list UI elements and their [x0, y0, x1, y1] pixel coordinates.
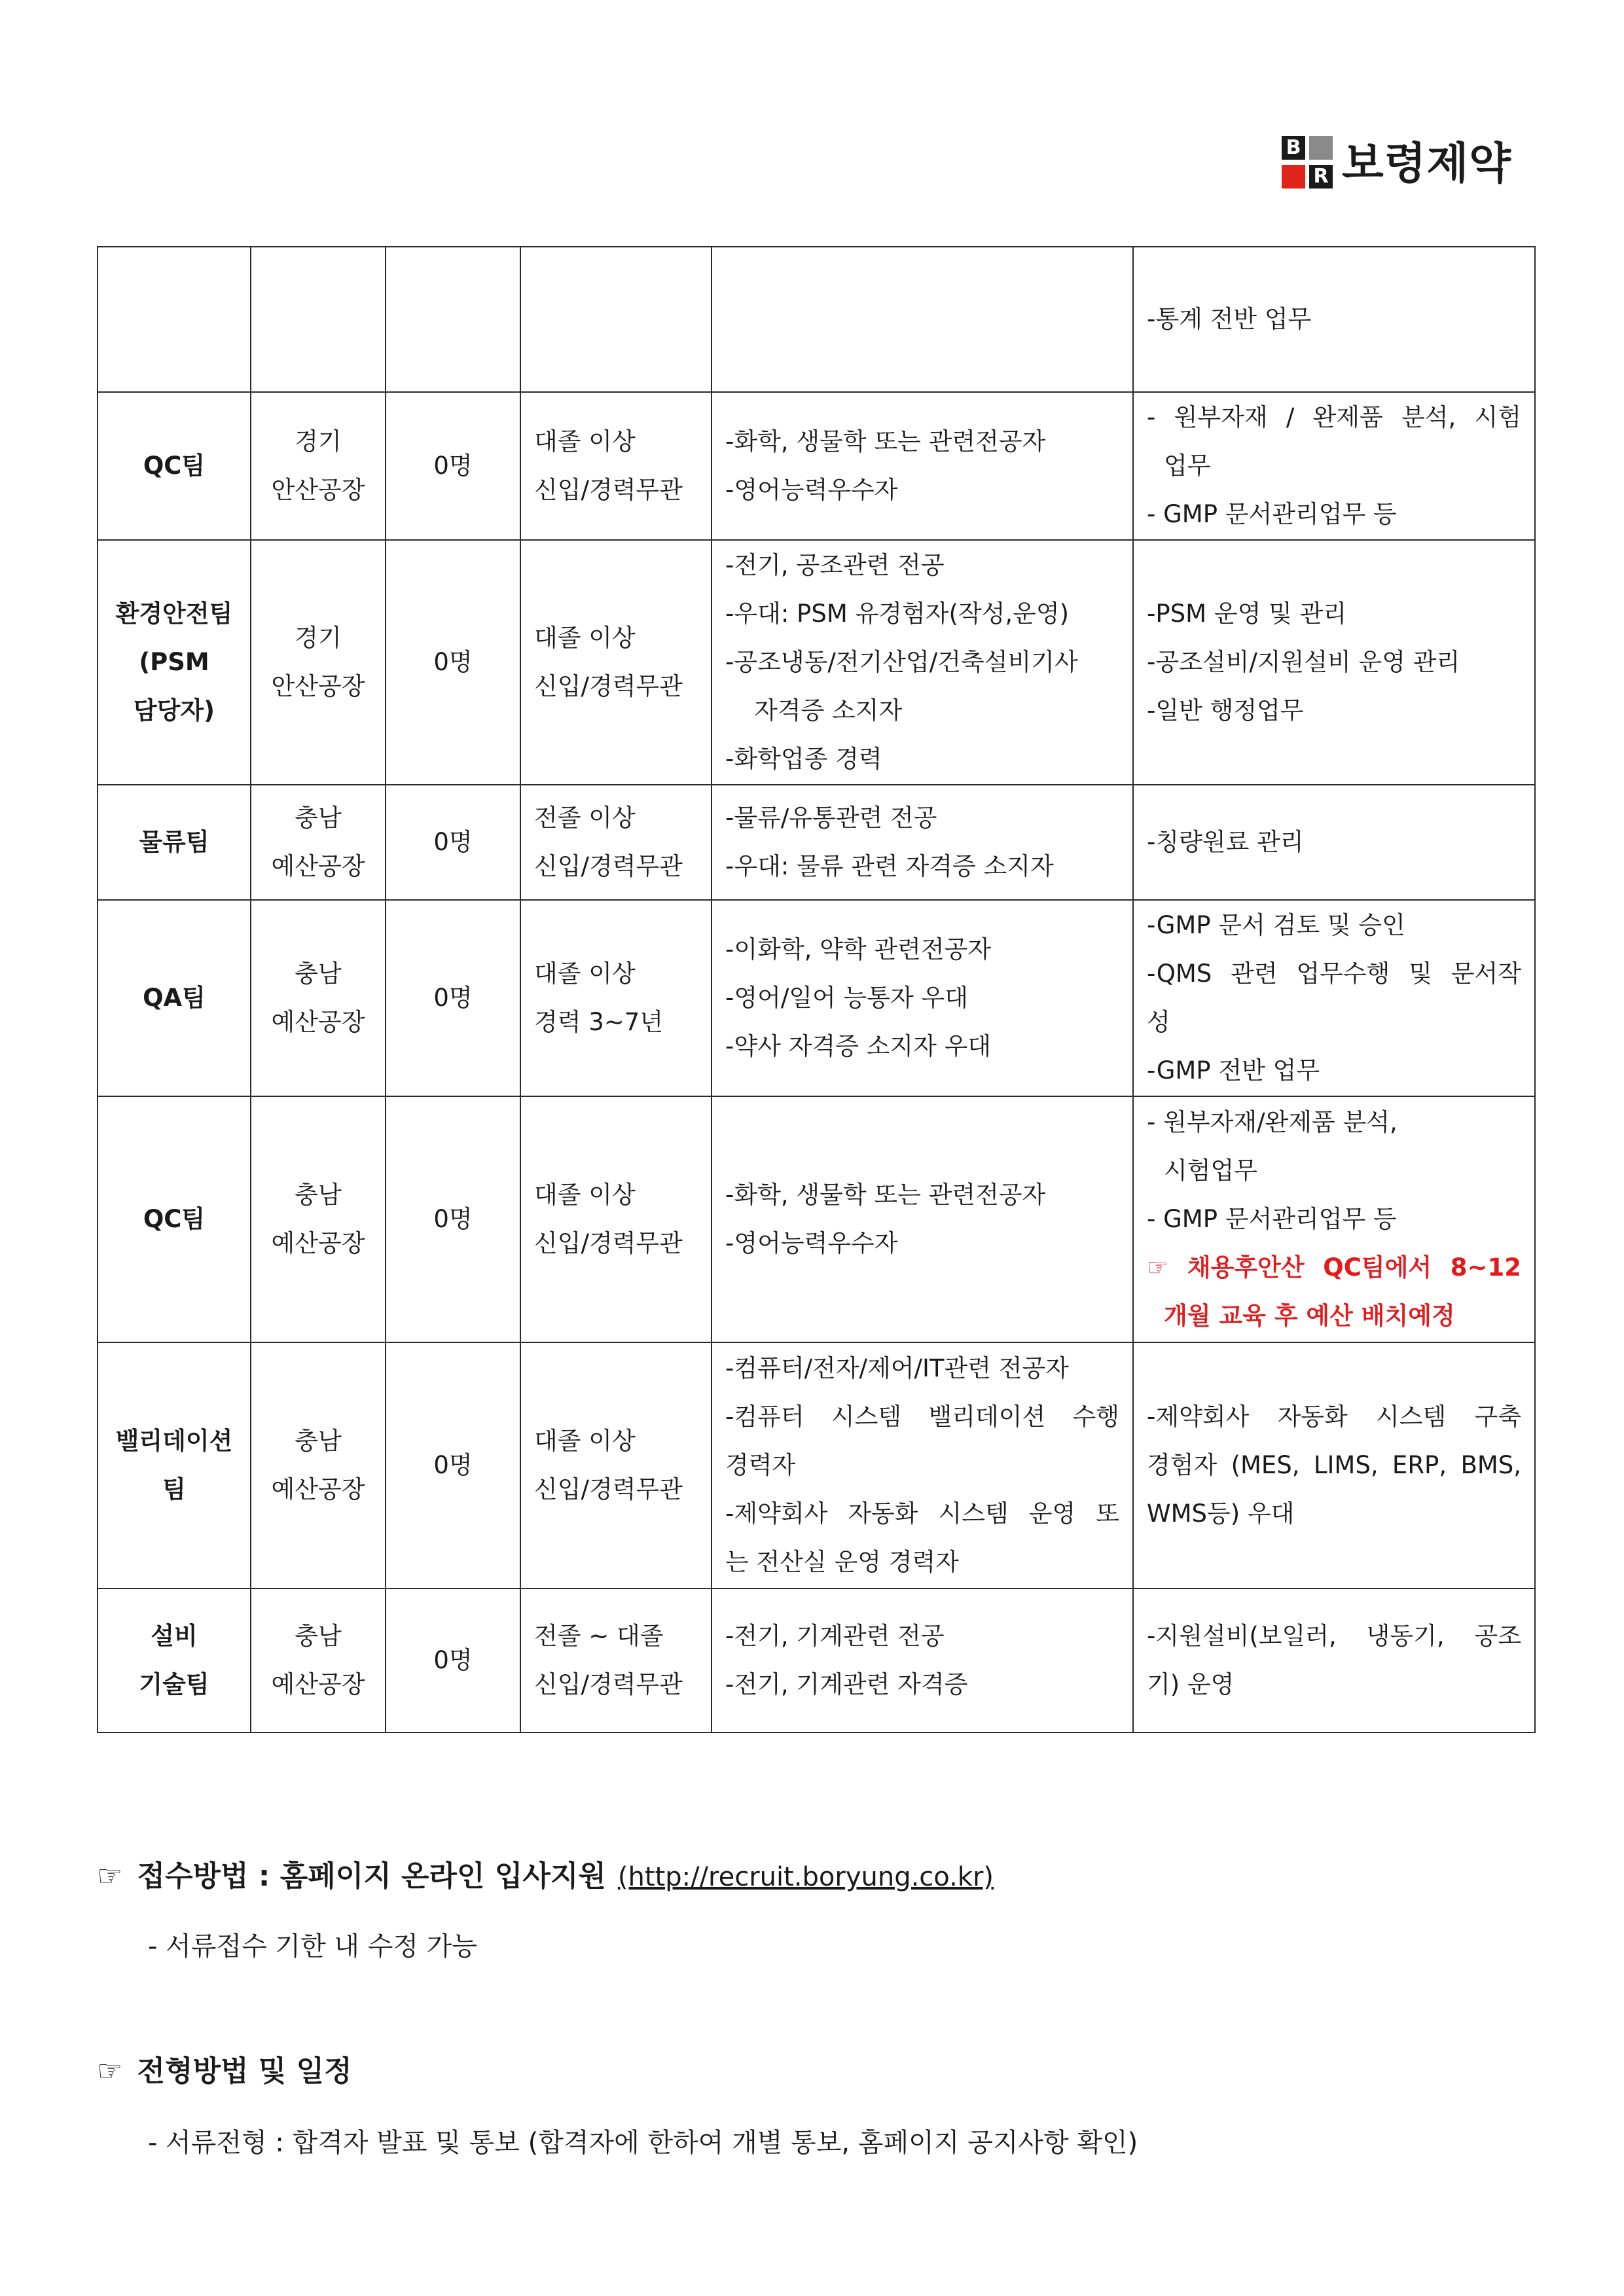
location-line: 충남 [295, 1622, 342, 1650]
duty-line: -공조설비/지원설비 운영 관리 [1147, 648, 1460, 676]
duty-line: -통계 전반 업무 [1147, 305, 1312, 333]
table-row [98, 1588, 1535, 1732]
education-line: 대졸 이상 [534, 624, 636, 652]
headcount-cell [386, 540, 520, 785]
team-name: 담당자) [133, 696, 215, 725]
team-cell [98, 1096, 251, 1342]
requirement-cell [712, 540, 1133, 785]
education-line: 신입/경력무관 [534, 1475, 683, 1503]
requirement-line: -우대: 물류 관련 자격증 소지자 [725, 852, 1054, 880]
duty-line: - 원부자재 / 완제품 분석, 시험 [1147, 403, 1521, 431]
team-name: QC팀 [143, 1205, 206, 1233]
recruit-site-link[interactable]: (http://recruit.boryung.co.kr) [617, 1862, 994, 1892]
requirement-line: -화학, 생물학 또는 관련전공자 [725, 427, 1046, 456]
headcount: 0명 [433, 828, 473, 856]
team-name: 기술팀 [139, 1670, 209, 1698]
education-line: 전졸 이상 [534, 804, 636, 832]
location-cell [251, 900, 386, 1096]
education-cell [520, 785, 712, 900]
headcount-cell [386, 1342, 520, 1588]
duty-line: 경험자 (MES, LIMS, ERP, BMS, [1147, 1451, 1521, 1479]
duty-cell [1133, 540, 1535, 785]
team-cell [98, 392, 251, 540]
team-name: 팀 [162, 1475, 186, 1503]
headcount-cell [386, 785, 520, 900]
requirement-line: 자격증 소지자 [754, 696, 903, 725]
location-line: 안산공장 [271, 476, 365, 504]
selection-process-heading [97, 2047, 352, 2089]
location-line: 예산공장 [271, 852, 365, 880]
requirement-line: -화학, 생물학 또는 관련전공자 [725, 1181, 1046, 1209]
duty-line: 성 [1147, 1008, 1170, 1036]
pointing-hand-icon: ☞ [97, 1859, 123, 1893]
pointing-hand-icon: ☞ [97, 2054, 123, 2088]
education-line: 대졸 이상 [534, 1427, 636, 1455]
location-line: 예산공장 [271, 1475, 365, 1503]
education-line: 신입/경력무관 [534, 852, 683, 880]
location-line: 예산공장 [271, 1008, 365, 1036]
team-name: 환경안전팀 [115, 600, 233, 628]
duty-line: -PSM 운영 및 관리 [1147, 600, 1347, 628]
logo-mark-icon [1282, 136, 1334, 191]
table-row [98, 392, 1535, 540]
team-cell [98, 1342, 251, 1588]
requirement-line: -컴퓨터/전자/제어/IT관련 전공자 [725, 1354, 1069, 1382]
headcount: 0명 [433, 648, 473, 676]
apply-method-heading [97, 1852, 994, 1894]
requirement-line: -영어능력우수자 [725, 476, 898, 504]
team-cell [98, 785, 251, 900]
team-cell [98, 1588, 251, 1732]
duty-line: 업무 [1164, 452, 1211, 480]
table-row [98, 1342, 1535, 1588]
duty-line: -일반 행정업무 [1147, 696, 1304, 725]
location-line: 충남 [295, 1181, 342, 1209]
headcount-cell [386, 247, 520, 392]
location-cell [251, 1096, 386, 1342]
requirement-line: -화학업종 경력 [725, 745, 882, 773]
location-line: 경기 [295, 624, 342, 652]
requirement-line: -물류/유통관련 전공 [725, 804, 937, 832]
education-cell [520, 392, 712, 540]
table-row [98, 247, 1535, 392]
location-line: 충남 [295, 960, 342, 988]
location-line: 경기 [295, 427, 342, 456]
education-line: 대졸 이상 [534, 1181, 636, 1209]
location-line: 예산공장 [271, 1670, 365, 1698]
selection-process-title: 전형방법 및 일정 [137, 2054, 352, 2088]
duty-line: -GMP 문서 검토 및 승인 [1147, 911, 1405, 939]
education-cell [520, 247, 712, 392]
recruitment-table [97, 246, 1536, 1733]
location-line: 안산공장 [271, 672, 365, 700]
duty-line: -GMP 전반 업무 [1147, 1056, 1320, 1085]
requirement-cell [712, 392, 1133, 540]
headcount-cell [386, 1096, 520, 1342]
table-row [98, 900, 1535, 1096]
headcount-cell [386, 392, 520, 540]
duty-cell [1133, 392, 1535, 540]
placement-note: ☞ 채용후안산 QC팀에서 8~12 [1147, 1253, 1521, 1282]
location-line: 예산공장 [271, 1229, 365, 1257]
requirement-cell [712, 1588, 1133, 1732]
duty-cell [1133, 785, 1535, 900]
duty-cell [1133, 1342, 1535, 1588]
requirement-line: -전기, 공조관련 전공 [725, 551, 945, 579]
education-line: 경력 3~7년 [534, 1008, 664, 1036]
team-name: 밸리데이션 [115, 1427, 233, 1455]
placement-note: 개월 교육 후 예산 배치예정 [1164, 1302, 1455, 1330]
location-cell [251, 247, 386, 392]
apply-method-title: 접수방법 : 홈페이지 온라인 입사지원 [137, 1859, 606, 1893]
requirement-line: -제약회사 자동화 시스템 운영 또 [725, 1499, 1119, 1528]
logo-mark-letter-b: B [1286, 136, 1301, 159]
requirement-cell [712, 1096, 1133, 1342]
requirement-line: 경력자 [725, 1451, 796, 1479]
logo-text: 보령제약 [1342, 138, 1512, 188]
headcount: 0명 [433, 1451, 473, 1479]
duty-line: - GMP 문서관리업무 등 [1147, 1205, 1397, 1233]
duty-cell [1133, 900, 1535, 1096]
location-cell [251, 1588, 386, 1732]
requirement-line: -전기, 기계관련 전공 [725, 1622, 945, 1650]
headcount: 0명 [433, 1205, 473, 1233]
education-line: 전졸 ~ 대졸 [534, 1622, 664, 1650]
duty-line: -QMS 관련 업무수행 및 문서작 [1147, 960, 1521, 988]
education-line: 대졸 이상 [534, 960, 636, 988]
requirement-line: -이화학, 약학 관련전공자 [725, 935, 992, 963]
headcount-cell [386, 1588, 520, 1732]
requirement-line: -컴퓨터 시스템 밸리데이션 수행 [725, 1403, 1119, 1431]
team-name: 물류팀 [139, 828, 209, 856]
education-cell [520, 1342, 712, 1588]
location-cell [251, 540, 386, 785]
location-line: 충남 [295, 804, 342, 832]
headcount-cell [386, 900, 520, 1096]
duty-line: - 원부자재/완제품 분석, [1147, 1108, 1398, 1136]
headcount: 0명 [433, 1646, 473, 1674]
location-line: 충남 [295, 1427, 342, 1455]
table-row [98, 785, 1535, 900]
duty-line: -칭량원료 관리 [1147, 828, 1304, 856]
location-cell [251, 785, 386, 900]
team-name: QA팀 [143, 984, 206, 1012]
requirement-line: -영어/일어 능통자 우대 [725, 984, 969, 1012]
requirement-cell [712, 247, 1133, 392]
headcount: 0명 [433, 984, 473, 1012]
requirement-line: -전기, 기계관련 자격증 [725, 1670, 968, 1698]
team-name: 설비 [151, 1622, 198, 1650]
team-cell [98, 540, 251, 785]
education-line: 신입/경력무관 [534, 476, 683, 504]
education-line: 신입/경력무관 [534, 672, 683, 700]
duty-cell [1133, 247, 1535, 392]
table-row [98, 1096, 1535, 1342]
requirement-cell [712, 900, 1133, 1096]
boryung-logo [1282, 136, 1512, 191]
education-line: 신입/경력무관 [534, 1229, 683, 1257]
requirement-line: -약사 자격증 소지자 우대 [725, 1032, 992, 1060]
duty-line: WMS등) 우대 [1147, 1499, 1295, 1528]
duty-line: 기) 운영 [1147, 1670, 1235, 1698]
team-cell [98, 900, 251, 1096]
education-cell [520, 900, 712, 1096]
requirement-line: 는 전산실 운영 경력자 [725, 1548, 959, 1576]
education-line: 신입/경력무관 [534, 1670, 683, 1698]
requirement-cell [712, 1342, 1133, 1588]
location-cell [251, 392, 386, 540]
duty-cell [1133, 1096, 1535, 1342]
headcount: 0명 [433, 452, 473, 480]
location-cell [251, 1342, 386, 1588]
requirement-line: -우대: PSM 유경험자(작성,운영) [725, 600, 1070, 628]
team-name: (PSM [139, 648, 209, 676]
education-line: 대졸 이상 [534, 427, 636, 456]
education-cell [520, 540, 712, 785]
requirement-line: -공조냉동/전기산업/건축설비기사 [725, 648, 1078, 676]
duty-line: - GMP 문서관리업무 등 [1147, 500, 1397, 528]
education-cell [520, 1588, 712, 1732]
requirement-line: -영어능력우수자 [725, 1229, 898, 1257]
duty-line: -제약회사 자동화 시스템 구축 [1147, 1403, 1521, 1431]
duty-line: -지원설비(보일러, 냉동기, 공조 [1147, 1622, 1521, 1650]
apply-method-note: - 서류접수 기한 내 수정 가능 [148, 1931, 478, 1962]
duty-cell [1133, 1588, 1535, 1732]
table-row [98, 540, 1535, 785]
team-cell [98, 247, 251, 392]
logo-mark-letter-r: R [1313, 165, 1329, 188]
duty-line: 시험업무 [1164, 1157, 1257, 1185]
requirement-cell [712, 785, 1133, 900]
selection-process-note: - 서류전형 : 합격자 발표 및 통보 (합격자에 한하여 개별 통보, 홈페이지 공지사항 확인) [148, 2128, 1138, 2158]
team-name: QC팀 [143, 452, 206, 480]
education-cell [520, 1096, 712, 1342]
